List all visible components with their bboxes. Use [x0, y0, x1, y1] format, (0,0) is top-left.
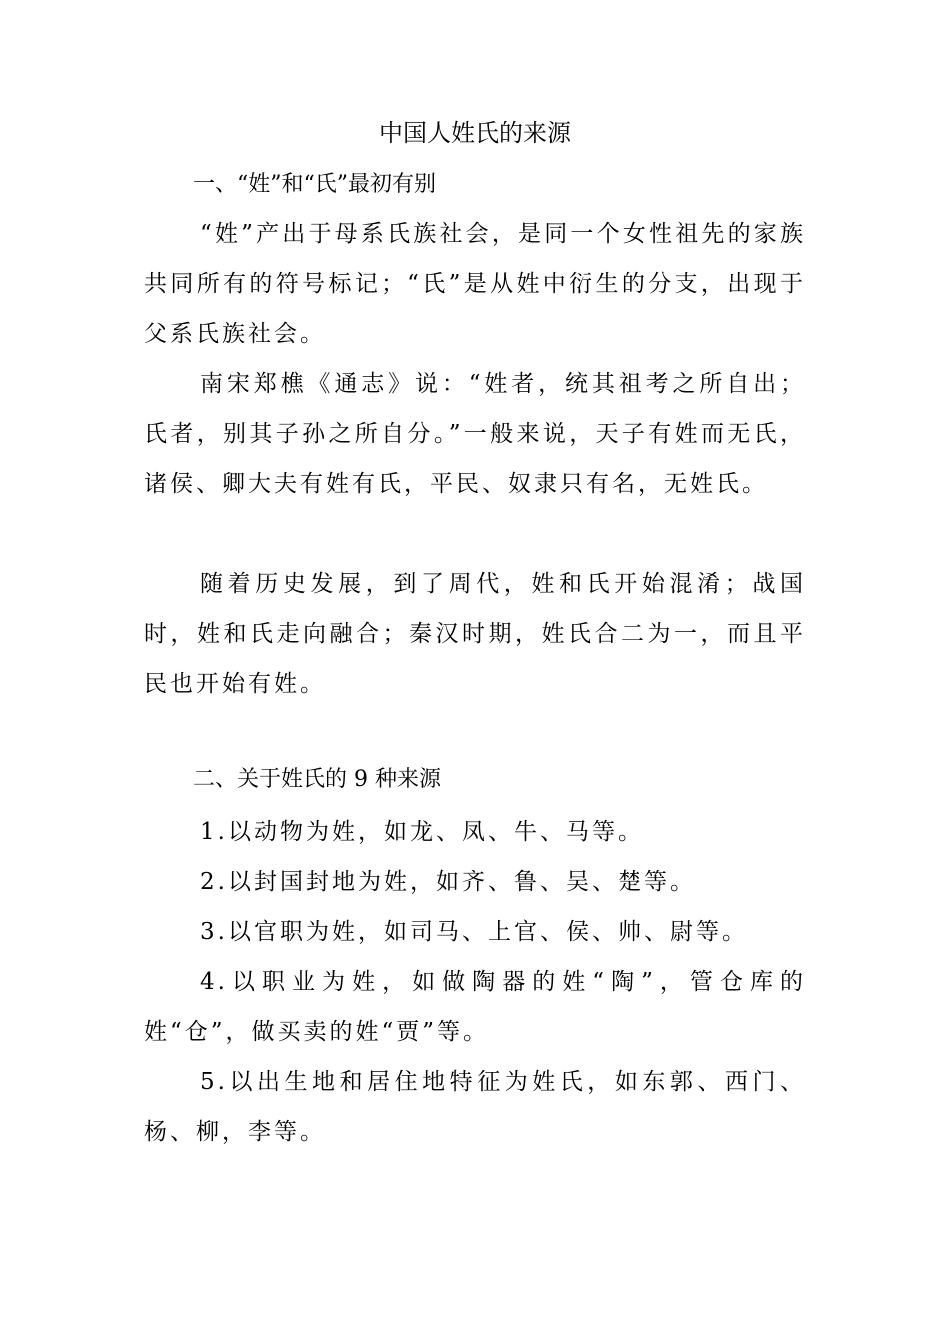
list-item: 2.以封国封地为姓，如齐、鲁、吴、楚等。: [200, 869, 696, 895]
list-item: 5.以出生地和居住地特征为姓氏，如东郭、西门、杨、柳，李等。: [144, 1069, 806, 1145]
list-item: 3.以官职为姓，如司马、上官、侯、帅、尉等。: [200, 919, 748, 945]
document-title: 中国人姓氏的来源: [379, 119, 571, 147]
section-1-heading: 一、“姓”和“氏”最初有别: [193, 172, 436, 197]
section-1-paragraph-2: 南宋郑樵《通志》说：“姓者，统其祖考之所自出；氏者，别其子孙之所自分。”一般来说，天子有姓而无氏，诸侯、卿大夫有姓有氏，平民、奴隶只有名，无姓氏。: [144, 371, 806, 497]
section-1-paragraph-1: “姓”产出于母系氏族社会，是同一个女性祖先的家族共同所有的符号标记；“氏”是从姓中衍生的分支，出现于父系氏族社会。: [144, 221, 806, 347]
section-2-heading: 二、关于姓氏的 9 种来源: [193, 767, 441, 792]
section-1-paragraph-3: 随着历史发展，到了周代，姓和氏开始混淆；战国时，姓和氏走向融合；秦汉时期，姓氏合二为一，而且平民也开始有姓。: [144, 571, 806, 697]
list-item: 1.以动物为姓，如龙、凤、牛、马等。: [200, 819, 644, 845]
list-item: 4.以职业为姓，如做陶器的姓“陶”，管仓库的姓“仓”，做买卖的姓“贾”等。: [144, 969, 806, 1045]
